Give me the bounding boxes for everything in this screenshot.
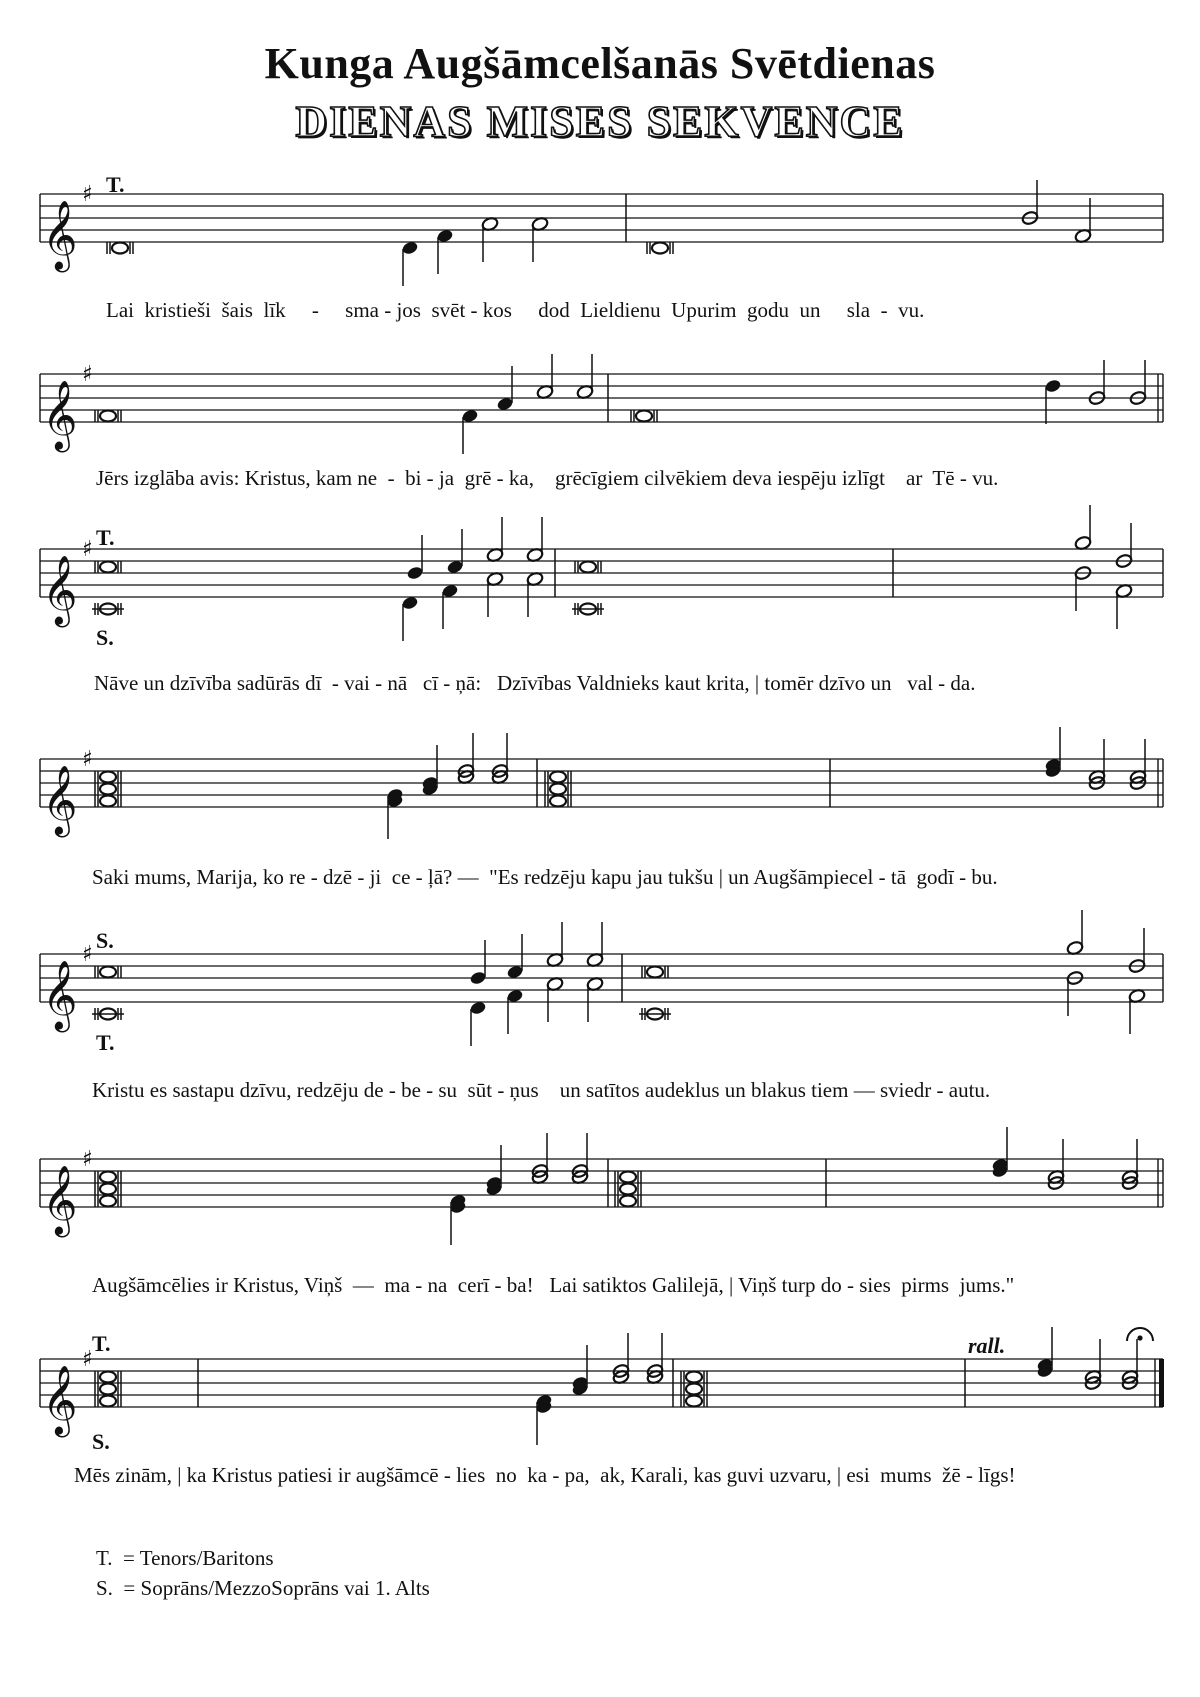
breve-head [100,784,116,795]
lyrics-line: Lai kristieši šais līk - sma - jos svēt - kos dod Lieldienu Upurim godu un sla - vu. [106,298,925,322]
fermata-dot [1137,1335,1142,1340]
sharp-sign: ♯ [82,182,93,207]
breve-head [100,411,116,422]
breve-head [100,562,116,573]
sharp-sign: ♯ [82,1147,93,1172]
treble-clef: 𝄞 [42,380,78,450]
staff [0,525,1200,645]
breve-head [620,1172,636,1183]
breve-head [620,1196,636,1207]
staff [0,735,1200,835]
page-subtitle: DIENAS MISES SEKVENCE [295,97,905,146]
voice-label-top: T. [92,1331,111,1356]
treble-clef: 𝄞 [42,555,78,625]
staff [0,170,1200,270]
breve-head [620,1184,636,1195]
breve-head [100,796,116,807]
breve-head [100,1184,116,1195]
treble-clef: 𝄞 [42,1165,78,1235]
voice-label-bottom: T. [96,1030,115,1055]
treble-clef: 𝄞 [42,960,78,1030]
breve-head [100,967,116,978]
lyrics-line: Saki mums, Marija, ko re - dzē - ji ce - ļā? — "Es redzēju kapu jau tukšu | un Augšāmpiecel - tā godī - bu. [92,865,998,889]
page-title: Kunga Augšāmcelšanās Svētdienas [264,39,936,88]
breve-head [580,562,596,573]
rall-marking: rall. [968,1333,1006,1358]
final-bar-thick [1159,1359,1164,1407]
breve-head [112,243,128,254]
breve-head [647,967,663,978]
treble-clef: 𝄞 [42,1365,78,1435]
sharp-sign: ♯ [82,942,93,967]
breve-head [100,1196,116,1207]
treble-clef: 𝄞 [42,200,78,270]
breve-head [100,772,116,783]
breve-head [550,772,566,783]
breve-head [636,411,652,422]
breve-head [100,1172,116,1183]
legend-line-soprano: S. = Soprāns/MezzoSoprāns vai 1. Alts [96,1576,430,1600]
sharp-sign: ♯ [82,747,93,772]
lyrics-line: Mēs zinām, | ka Kristus patiesi ir augšāmcē - lies no ka - pa, ak, Karali, kas guvi uzvaru, | esi mums žē - līgs! [74,1463,1016,1487]
breve-head [100,1396,116,1407]
voice-label-top: T. [106,172,125,197]
voice-label-bottom: S. [96,625,114,650]
breve-head [100,1384,116,1395]
lyrics-line: Jērs izglāba avis: Kristus, kam ne - bi - ja grē - ka, grēcīgiem cilvēkiem deva iespēju izlīgt ar Tē - vu. [96,466,999,490]
lyrics-line: Kristu es sastapu dzīvu, redzēju de - be - su sūt - ņus un satītos audeklus un blakus tiem — sviedr - autu. [92,1078,991,1102]
staff [0,350,1200,450]
staff [0,1335,1200,1455]
breve-head [686,1372,702,1383]
sharp-sign: ♯ [82,1347,93,1372]
treble-clef: 𝄞 [42,765,78,835]
lyrics-line: Augšāmcēlies ir Kristus, Viņš — ma - na cerī - ba! Lai satiktos Galilejā, | Viņš turp do - sies pirms jums." [92,1273,1015,1297]
lyrics-line: Nāve un dzīvība sadūrās dī - vai - nā cī - ņā: Dzīvības Valdnieks kaut krita, | tomēr dzīvo un val - da. [94,671,976,695]
breve-head [100,1372,116,1383]
breve-head [550,784,566,795]
breve-head [652,243,668,254]
breve-head [550,796,566,807]
staff [0,930,1200,1050]
voice-label-top: T. [96,525,115,550]
breve-head [686,1396,702,1407]
voice-label-bottom: S. [92,1429,110,1454]
legend-line-tenor: T. = Tenors/Baritons [96,1546,274,1570]
staff [0,1135,1200,1235]
sharp-sign: ♯ [82,537,93,562]
sharp-sign: ♯ [82,362,93,387]
breve-head [686,1384,702,1395]
voice-label-top: S. [96,928,114,953]
